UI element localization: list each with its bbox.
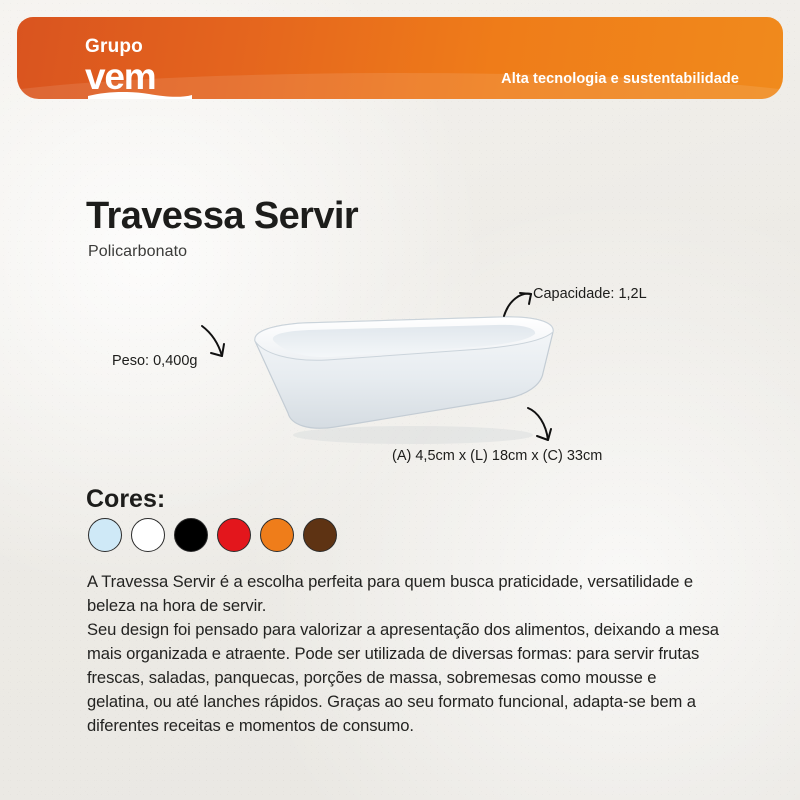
brand-swoosh-icon — [87, 90, 193, 99]
description-paragraph-2: Seu design foi pensado para valorizar a apresentação dos alimentos, deixando a mesa mais organizada e atraente. Pode ser utilizada de diversas formas: para servir frutas frescas, saladas, panquecas, porções de massa, sobremesas como mousse e gelatina, ou até lanches rápidos. Graças ao seu formato funcional, adapta-se bem a diferentes receitas e momentos de consumo. — [87, 620, 719, 735]
header-tagline: Alta tecnologia e sustentabilidade — [501, 71, 739, 87]
arrow-dimensions-icon — [520, 404, 562, 450]
color-swatch-branco[interactable] — [131, 518, 165, 552]
color-swatch-azul-claro[interactable] — [88, 518, 122, 552]
page-subtitle: Policarbonato — [88, 243, 188, 260]
color-swatch-marrom[interactable] — [303, 518, 337, 552]
callout-weight: Peso: 0,400g — [112, 353, 198, 369]
color-swatch-laranja[interactable] — [260, 518, 294, 552]
brand-logo-main-text: vem — [85, 56, 156, 97]
colors-heading: Cores: — [86, 485, 166, 513]
page-header — [17, 17, 783, 99]
color-swatch-preto[interactable] — [174, 518, 208, 552]
callout-capacity: Capacidade: 1,2L — [533, 286, 647, 302]
brand-logo — [85, 37, 155, 95]
color-swatch-vermelho[interactable] — [217, 518, 251, 552]
product-description — [87, 570, 721, 738]
product-image-tray — [243, 315, 563, 450]
color-swatch-list — [88, 518, 337, 552]
callout-dimensions: (A) 4,5cm x (L) 18cm x (C) 33cm — [392, 448, 603, 464]
page-title: Travessa Servir — [86, 195, 359, 237]
arrow-capacity-icon — [495, 286, 537, 328]
description-paragraph-1: A Travessa Servir é a escolha perfeita para quem busca praticidade, versatilidade e beleza na hora de servir. — [87, 572, 694, 615]
brand-logo-top: Grupo — [85, 36, 143, 57]
arrow-weight-icon — [196, 320, 238, 366]
brand-logo-main — [85, 58, 155, 95]
